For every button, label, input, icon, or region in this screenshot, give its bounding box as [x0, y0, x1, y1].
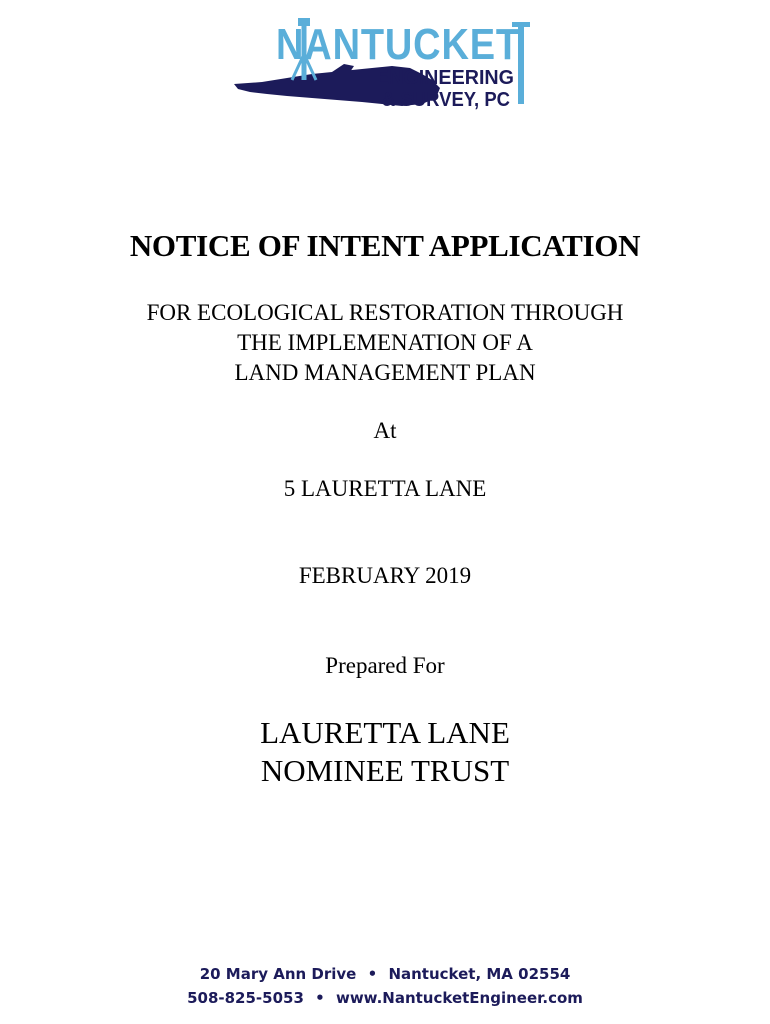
document-title: NOTICE OF INTENT APPLICATION [129, 228, 641, 263]
footer-website[interactable]: www.NantucketEngineer.com [335, 989, 583, 1007]
document-date: FEBRUARY 2019 [298, 563, 472, 588]
footer-contact-line [0, 986, 770, 1010]
site-address: 5 LAURETTA LANE [283, 476, 487, 501]
footer-phone: 508-825-5053 [187, 989, 304, 1007]
footer-contact [0, 962, 770, 1010]
client-line: NOMINEE TRUST [260, 753, 510, 788]
footer-city: Nantucket, MA 02554 [388, 965, 571, 983]
bullet-separator: • [367, 965, 378, 983]
wordmark-line3: & SURVEY, PC [382, 89, 510, 110]
footer-street: 20 Mary Ann Drive [199, 965, 357, 983]
wordmark-line2: ENGINEERING [376, 67, 514, 89]
company-logo [232, 14, 542, 110]
purpose-line: THE IMPLEMENATION OF A [237, 330, 533, 355]
at-label: At [373, 418, 397, 443]
client-line: LAURETTA LANE [260, 715, 510, 750]
logo-graphic [232, 14, 542, 110]
wordmark-top: NANTUCKET [276, 20, 520, 69]
bullet-separator: • [315, 989, 325, 1007]
prepared-for-label: Prepared For [325, 653, 445, 678]
footer-address-line [0, 962, 770, 986]
purpose-block [0, 298, 770, 388]
purpose-line: LAND MANAGEMENT PLAN [234, 360, 536, 385]
client-block [0, 714, 770, 790]
purpose-line: FOR ECOLOGICAL RESTORATION THROUGH [146, 300, 624, 325]
